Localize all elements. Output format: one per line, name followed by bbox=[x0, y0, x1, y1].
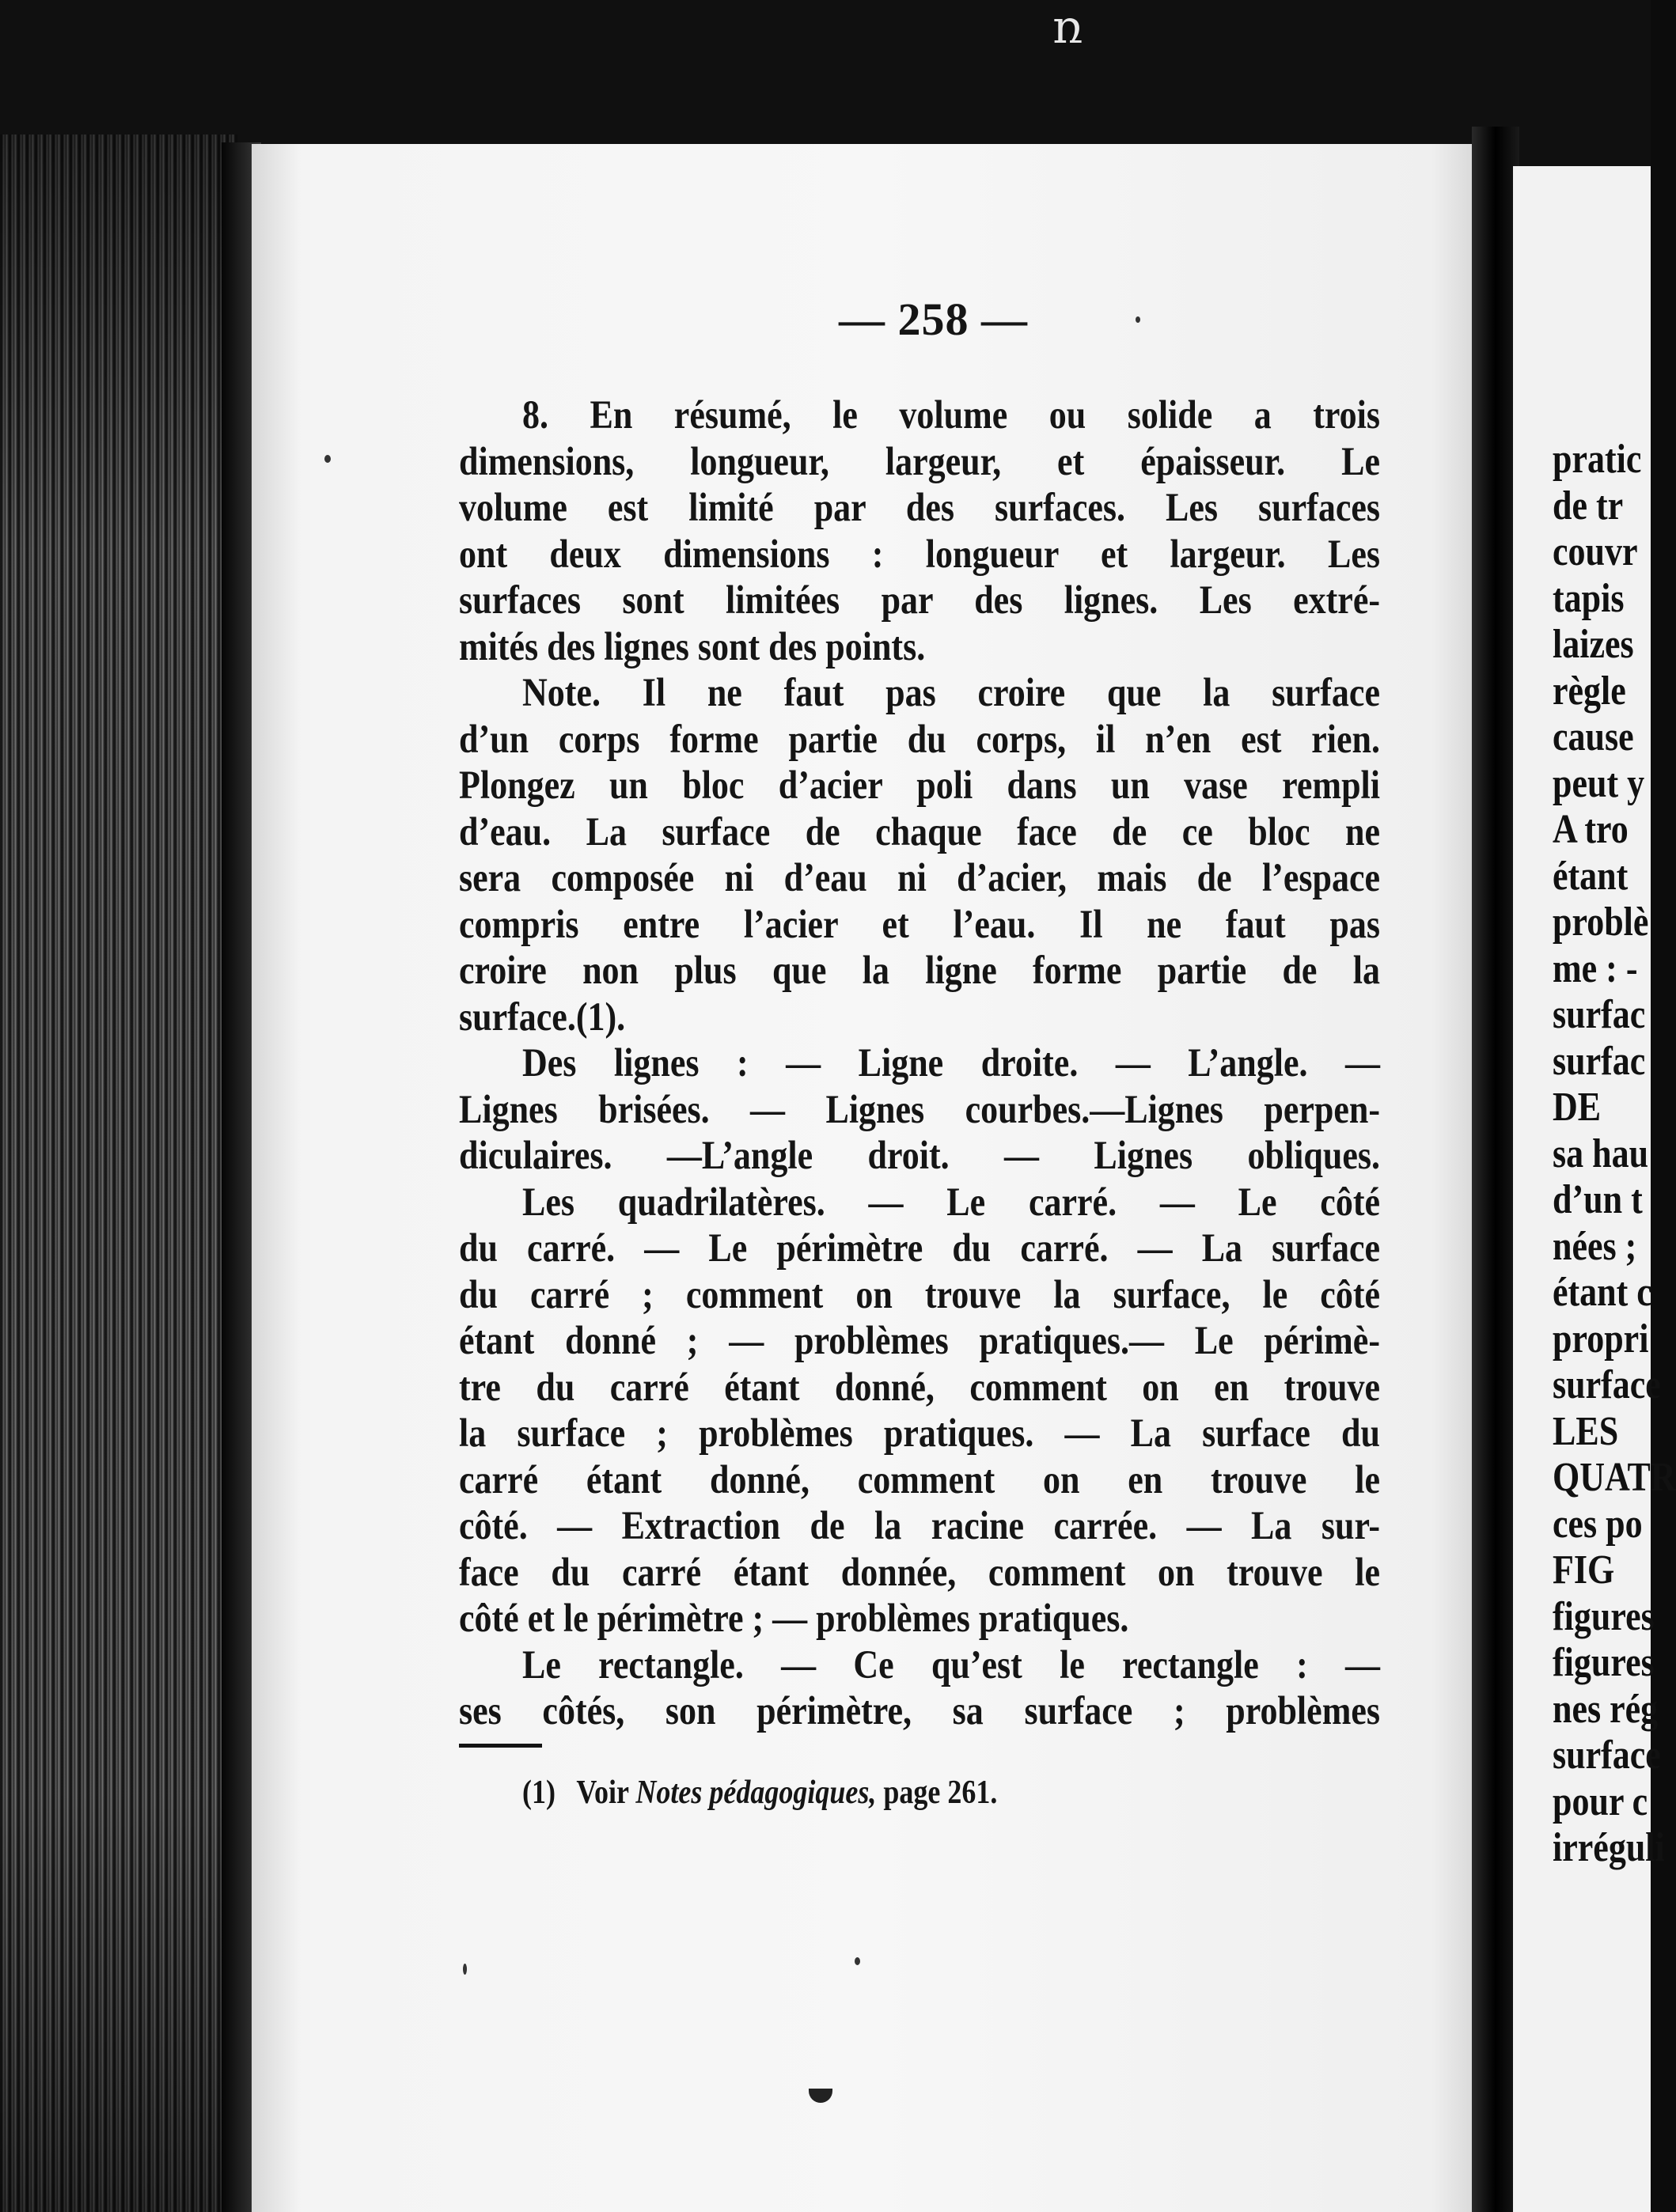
facing-line: surface bbox=[1553, 1732, 1661, 1778]
body-line: ont deux dimensions : longueur et largeur. Les bbox=[459, 531, 1380, 577]
body-line: diculaires. —L’angle droit. — Lignes obliques. bbox=[459, 1132, 1380, 1178]
body-line: compris entre l’acier et l’eau. Il ne faut pas bbox=[459, 901, 1380, 947]
body-line: du carré. — Le périmètre du carré. — La surface bbox=[459, 1225, 1380, 1271]
facing-line: irréguli bbox=[1553, 1824, 1665, 1870]
footnote-marker: (1) bbox=[522, 1773, 556, 1811]
facing-line: surfac bbox=[1553, 991, 1646, 1037]
facing-line: sa hau bbox=[1553, 1130, 1649, 1176]
body-line: Lignes brisées. — Lignes courbes.—Lignes perpen- bbox=[459, 1086, 1380, 1132]
footnote-prefix: Voir bbox=[576, 1773, 629, 1811]
facing-line: LES bbox=[1553, 1407, 1619, 1454]
facing-page bbox=[1513, 166, 1676, 2212]
footnote bbox=[522, 1772, 997, 1812]
facing-line: nes rég bbox=[1553, 1685, 1659, 1732]
facing-line: cause bbox=[1553, 714, 1634, 759]
footnote-title: Notes pédagogiques, bbox=[635, 1773, 877, 1811]
body-line: tre du carré étant donné, comment on en trouve bbox=[459, 1364, 1380, 1410]
body-line: face du carré étant donnée, comment on trouve le bbox=[459, 1549, 1380, 1595]
scan-top-mark: ռ bbox=[1052, 0, 1083, 54]
facing-line: pratic bbox=[1553, 436, 1642, 482]
facing-line: figures bbox=[1553, 1639, 1655, 1685]
page-number: — 258 — bbox=[839, 294, 1028, 345]
body-line: ses côtés, son périmètre, sa surface ; problèmes bbox=[459, 1687, 1380, 1733]
body-line: étant donné ; — problèmes pratiques.— Le périmè- bbox=[459, 1317, 1380, 1363]
body-line: dimensions, longueur, largeur, et épaisseur. Le bbox=[459, 438, 1380, 484]
body-line: côté. — Extraction de la racine carrée. — La sur- bbox=[459, 1502, 1380, 1548]
facing-line: ces po bbox=[1553, 1500, 1643, 1547]
facing-line: règle bbox=[1553, 667, 1626, 714]
facing-line: peut y bbox=[1553, 759, 1645, 806]
facing-line: A tro bbox=[1553, 806, 1629, 852]
body-line: côté et le périmètre ; — problèmes pratiques. bbox=[459, 1595, 1129, 1641]
facing-line: couvr bbox=[1553, 528, 1638, 574]
facing-line: laizes bbox=[1553, 621, 1634, 667]
footnote-suffix: page 261. bbox=[883, 1773, 998, 1811]
body-line: la surface ; problèmes pratiques. — La surface du bbox=[459, 1410, 1380, 1456]
facing-line: de tr bbox=[1553, 482, 1624, 528]
body-line: d’un corps forme partie du corps, il n’en est rien. bbox=[459, 716, 1380, 762]
ink-speck bbox=[1136, 316, 1140, 323]
body-line: surfaces sont limitées par des lignes. Les extré- bbox=[459, 577, 1380, 623]
stacked-page-edges bbox=[0, 134, 237, 2212]
body-line: du carré ; comment on trouve la surface, le côté bbox=[459, 1271, 1380, 1317]
facing-line: DE bbox=[1553, 1084, 1602, 1130]
facing-line: me : - bbox=[1553, 945, 1638, 991]
footnote-rule bbox=[459, 1744, 542, 1748]
body-line: Note. Il ne faut pas croire que la surface bbox=[522, 669, 1380, 715]
body-line: Les quadrilatères. — Le carré. — Le côté bbox=[522, 1179, 1380, 1225]
ink-speck bbox=[324, 455, 331, 463]
body-line: croire non plus que la ligne forme partie de la bbox=[459, 947, 1380, 993]
ink-speck bbox=[463, 1964, 467, 1975]
body-line: Le rectangle. — Ce qu’est le rectangle : — bbox=[522, 1642, 1380, 1687]
body-line: surface.(1). bbox=[459, 994, 626, 1040]
facing-line: pour c bbox=[1553, 1778, 1648, 1824]
book-gutter bbox=[1472, 127, 1519, 2212]
facing-line: QUATR bbox=[1553, 1454, 1676, 1500]
facing-line: étant bbox=[1553, 852, 1629, 899]
body-line: 8. En résumé, le volume ou solide a trois bbox=[522, 392, 1380, 437]
facing-line: figures bbox=[1553, 1593, 1655, 1639]
facing-line: propri bbox=[1553, 1315, 1649, 1362]
facing-line: problè bbox=[1553, 899, 1649, 945]
body-line: Des lignes : — Ligne droite. — L’angle. — bbox=[522, 1040, 1380, 1085]
facing-line: étant c bbox=[1553, 1269, 1652, 1315]
body-line: mités des lignes sont des points. bbox=[459, 623, 926, 669]
body-line: carré étant donné, comment on en trouve le bbox=[459, 1456, 1380, 1502]
facing-line: surface bbox=[1553, 1362, 1661, 1407]
body-line: d’eau. La surface de chaque face de ce bloc ne bbox=[459, 809, 1380, 854]
body-line: Plongez un bloc d’acier poli dans un vase rempli bbox=[459, 762, 1380, 808]
facing-line: surfac bbox=[1553, 1037, 1646, 1084]
ink-speck bbox=[855, 1957, 860, 1965]
facing-line: tapis bbox=[1553, 574, 1625, 621]
facing-line: nées ; bbox=[1553, 1222, 1637, 1269]
facing-line: d’un t bbox=[1553, 1176, 1643, 1222]
body-line: volume est limité par des surfaces. Les surfaces bbox=[459, 484, 1380, 530]
body-line: sera composée ni d’eau ni d’acier, mais de l’espace bbox=[459, 854, 1380, 900]
facing-line: FIG bbox=[1553, 1547, 1615, 1593]
